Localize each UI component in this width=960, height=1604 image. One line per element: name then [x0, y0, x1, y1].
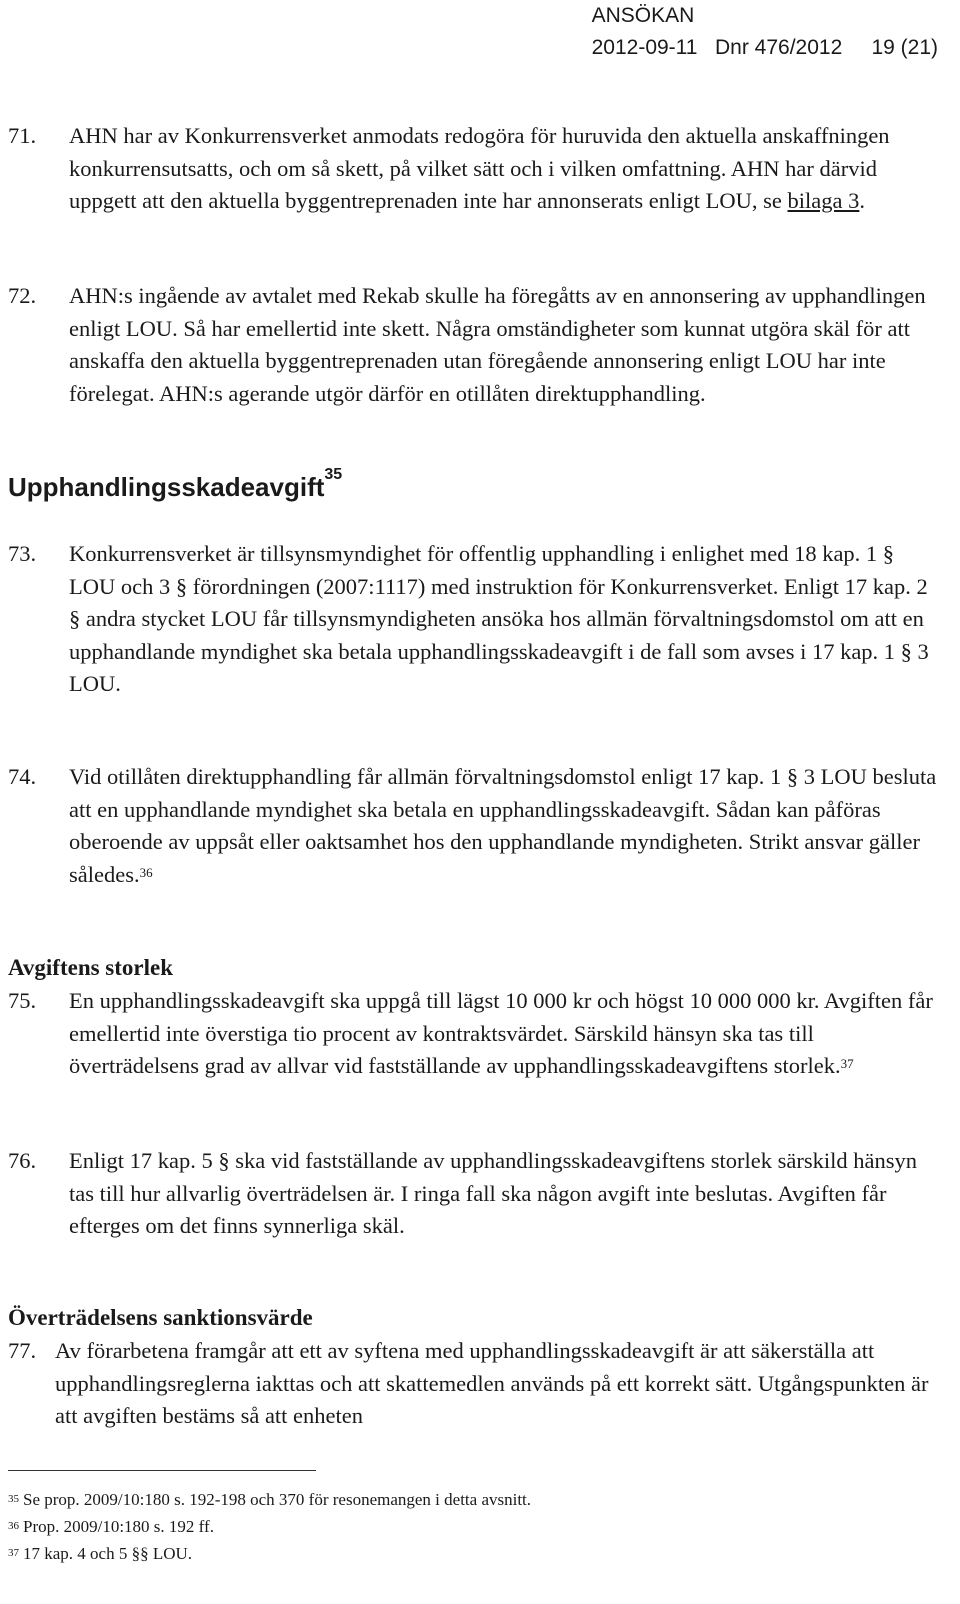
footnotes	[8, 1486, 531, 1567]
paragraph-number: 74.	[8, 764, 37, 789]
paragraph-body	[69, 120, 938, 218]
paragraph-73	[8, 538, 938, 701]
doc-type: ANSÖKAN	[591, 4, 695, 27]
paragraph-number: 77.	[8, 1338, 37, 1363]
paragraph-text: AHN har av Konkurrensverket anmodats redogöra för huruvida den aktuella anskaffningen konkurrensutsatts, och om så skett, på vilket sätt och i vilken omfattning. AHN har därvid uppgett att den aktuella byggentreprenaden inte har annonserats enligt LOU, se	[69, 123, 890, 213]
paragraph-74	[8, 761, 938, 891]
paragraph-number: 76.	[8, 1148, 37, 1173]
paragraph-71	[8, 120, 938, 218]
footnote-ref-35[interactable]: 35	[324, 466, 343, 483]
bilaga-link[interactable]: bilaga 3	[787, 188, 860, 213]
paragraph-72	[8, 280, 938, 410]
footnote-number: 37	[8, 1547, 19, 1559]
paragraph-text: AHN:s ingående av avtalet med Rekab skulle ha föregåtts av en annonsering av upphandlingen enligt LOU. Så har emellertid inte skett. Några omständigheter som kunnat utgöra skäl för att anskaffa den aktuella byggentreprenaden utan föregående annonsering enligt LOU har inte förelegat. AHN:s agerande utgör därför en otillåten direktupphandling.	[69, 283, 926, 406]
paragraph-number: 75.	[8, 988, 37, 1013]
section-heading-overtradelsens-sanktionsvarde: Överträdelsens sanktionsvärde	[8, 1305, 313, 1330]
paragraph-77	[8, 1335, 938, 1433]
paragraph-text: Av förarbetena framgår att ett av syftena med upphandlingsskadeavgift är att säkerställa att upphandlingsreglerna iakttas och att skattemedlen används på ett korrekt sätt. Utgångspunkten är att avgiften bestäms så att enheten	[55, 1338, 929, 1428]
page-header	[592, 0, 938, 64]
paragraph-text: Vid otillåten direktupphandling får allmän förvaltningsdomstol enligt 17 kap. 1 § 3 LOU besluta att en upphandlande myndighet ska betala en upphandlingsskadeavgift. Sådan kan påföras oberoende av uppsåt eller oaktsamhet hos den upphandlande myndigheten. Strikt ansvar gäller således.	[69, 764, 937, 887]
footnote-number: 35	[8, 1493, 19, 1505]
paragraph-76	[8, 1145, 938, 1243]
paragraph-text: En upphandlingsskadeavgift ska uppgå till lägst 10 000 kr och högst 10 000 000 kr. Avgiften får emellertid inte överstiga tio procent av kontraktsvärdet. Särskild hänsyn ska tas till överträdelsens grad av allvar vid fastställande av upphandlingsskadeavgiftens storlek.	[69, 988, 933, 1078]
page-number: 19 (21)	[871, 36, 938, 59]
paragraph-number: 73.	[8, 541, 37, 566]
footnote-ref-36[interactable]: 36	[139, 864, 153, 880]
paragraph-text-end: .	[859, 188, 865, 213]
footnote-text: 17 kap. 4 och 5 §§ LOU.	[23, 1544, 193, 1563]
paragraph-number: 71.	[8, 123, 37, 148]
footnote-35	[8, 1486, 531, 1513]
paragraph-body	[69, 985, 938, 1083]
header-meta	[592, 32, 938, 64]
paragraph-text: Konkurrensverket är tillsynsmyndighet för offentlig upphandling i enlighet med 18 kap. 1 § LOU och 3 § förordningen (2007:1117) med instruktion för Konkurrensverket. Enligt 17 kap. 2 § andra stycket LOU får tillsynsmyndigheten ansöka hos allmän förvaltningsdomstol om att en upphandlande myndighet ska betala upphandlingsskadeavgift i de fall som avses i 17 kap. 1 § 3 LOU.	[69, 541, 929, 696]
section-heading-avgiftens-storlek: Avgiftens storlek	[8, 955, 174, 980]
footnote-text: Prop. 2009/10:180 s. 192 ff.	[23, 1517, 214, 1536]
footnote-text: Se prop. 2009/10:180 s. 192-198 och 370 för resonemangen i detta avsnitt.	[23, 1490, 532, 1509]
paragraph-text: Enligt 17 kap. 5 § ska vid fastställande av upphandlingsskadeavgiftens storlek särskild hänsyn tas till hur allvarlig överträdelsen är. I ringa fall ska någon avgift inte beslutas. Avgiften får efterges om det finns synnerliga skäl.	[69, 1148, 917, 1238]
footnote-36	[8, 1513, 531, 1540]
doc-date: 2012-09-11	[591, 36, 698, 59]
heading-text: Upphandlingsskadeavgift	[8, 472, 325, 502]
footnote-number: 36	[8, 1520, 19, 1532]
paragraph-body	[69, 761, 938, 891]
section-heading-upphandlingsskadeavgift	[8, 466, 343, 503]
footnote-37	[8, 1540, 531, 1567]
paragraph-number: 72.	[8, 283, 37, 308]
footnote-divider	[8, 1470, 316, 1471]
paragraph-75	[8, 985, 938, 1083]
footnote-ref-37[interactable]: 37	[840, 1056, 854, 1071]
doc-dnr: Dnr 476/2012	[715, 36, 843, 59]
